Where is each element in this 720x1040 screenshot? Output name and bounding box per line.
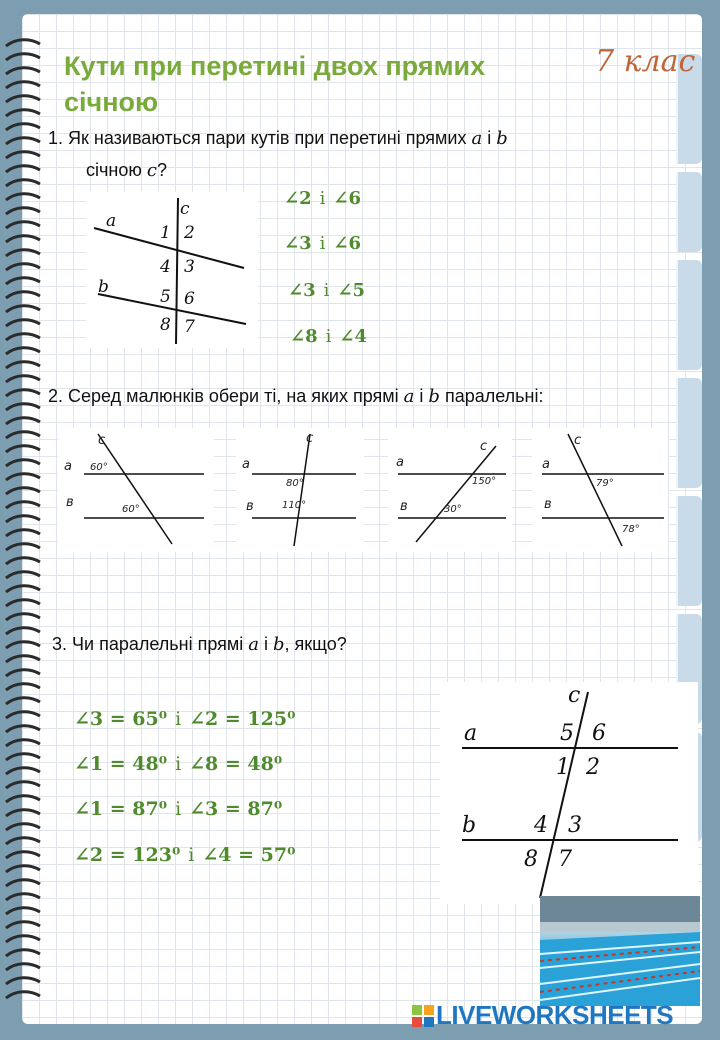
spiral-ring: [6, 96, 40, 102]
spiral-ring: [6, 936, 40, 942]
spiral-ring: [6, 586, 40, 592]
spiral-ring: [6, 264, 40, 270]
condition-row: ∠1 = 87⁰ і ∠3 = 87⁰: [74, 798, 283, 820]
fig1-label: 2: [184, 223, 195, 243]
spiral-ring: [6, 446, 40, 452]
spiral-ring: [6, 852, 40, 858]
spiral-ring: [6, 194, 40, 200]
spiral-ring: [6, 810, 40, 816]
spiral-ring: [6, 796, 40, 802]
fig1-label: 1: [160, 223, 171, 243]
spiral-ring: [6, 250, 40, 256]
svg-text:79°: 79°: [596, 478, 614, 489]
spiral-ring: [6, 866, 40, 872]
spiral-ring: [6, 992, 40, 998]
spiral-ring: [6, 628, 40, 634]
spiral-ring: [6, 600, 40, 606]
spiral-ring: [6, 782, 40, 788]
spiral-ring: [6, 236, 40, 242]
spiral-ring: [6, 404, 40, 410]
svg-text:a: a: [242, 457, 250, 472]
fig3-label: 3: [568, 813, 582, 838]
spiral-ring: [6, 222, 40, 228]
spiral-ring: [6, 208, 40, 214]
grade-label: 7 клас: [595, 44, 696, 79]
q2-figure-4[interactable]: [532, 428, 668, 552]
spiral-ring: [6, 978, 40, 984]
page-tab: [676, 172, 702, 252]
svg-text:a: a: [396, 455, 404, 470]
spiral-ring: [6, 54, 40, 60]
q2-figure-1[interactable]: [58, 428, 214, 552]
fig1-label: a: [106, 211, 117, 231]
fig3-label: 8: [524, 847, 538, 872]
spiral-ring: [6, 950, 40, 956]
fig3-label: 5: [560, 721, 574, 746]
angle-pair: ∠3 і ∠6: [284, 233, 361, 254]
spiral-ring: [6, 110, 40, 116]
svg-text:c: c: [574, 433, 582, 448]
spiral-ring: [6, 698, 40, 704]
page-tab: [676, 378, 702, 488]
spiral-ring: [6, 740, 40, 746]
spiral-ring: [6, 502, 40, 508]
spiral-ring: [6, 278, 40, 284]
svg-text:78°: 78°: [622, 524, 640, 535]
fig3-label: a: [464, 721, 478, 746]
spiral-ring: [6, 488, 40, 494]
svg-text:в: в: [544, 497, 552, 512]
fig1-label: 8: [160, 315, 171, 335]
angle-pair: ∠3 і ∠5: [288, 280, 365, 301]
spiral-ring: [6, 166, 40, 172]
question-2: 2. Серед малюнків обери ті, на яких прямі a і b паралельні:: [48, 386, 544, 407]
fig1-label: b: [98, 277, 109, 297]
liveworksheets-brand: LIVEWORKSHEETS: [412, 1000, 673, 1031]
spiral-ring: [6, 460, 40, 466]
fig3-label: 4: [534, 813, 548, 838]
angle-pair: ∠8 і ∠4: [290, 326, 367, 347]
spiral-ring: [6, 432, 40, 438]
svg-text:c: c: [98, 433, 106, 448]
spiral-ring: [6, 348, 40, 354]
svg-text:110°: 110°: [282, 500, 307, 511]
spiral-ring: [6, 922, 40, 928]
spiral-ring: [6, 684, 40, 690]
condition-row: ∠1 = 48⁰ і ∠8 = 48⁰: [74, 753, 283, 775]
spiral-ring: [6, 68, 40, 74]
spiral-ring: [6, 362, 40, 368]
svg-text:c: c: [306, 431, 314, 446]
spiral-ring: [6, 124, 40, 130]
svg-text:c: c: [480, 439, 488, 454]
spiral-ring: [6, 558, 40, 564]
spiral-ring: [6, 880, 40, 886]
spiral-ring: [6, 516, 40, 522]
spiral-ring: [6, 838, 40, 844]
svg-text:в: в: [246, 499, 254, 514]
spiral-ring: [6, 320, 40, 326]
page-title: Кути при перетині двох прямих січною: [64, 51, 486, 117]
question-3: 3. Чи паралельні прямі a і b, якщо?: [52, 634, 347, 655]
spiral-ring: [6, 306, 40, 312]
spiral-ring: [6, 82, 40, 88]
spiral-ring: [6, 376, 40, 382]
question-1-line1: 1. Як називаються пари кутів при перетині прямих a і b: [48, 128, 508, 149]
spiral-ring: [6, 964, 40, 970]
spiral-ring: [6, 656, 40, 662]
fig1-label: 4: [160, 257, 171, 277]
fig3-label: 1: [556, 755, 570, 780]
spiral-ring: [6, 292, 40, 298]
fig3-label: 6: [592, 721, 606, 746]
pool-photo: [540, 896, 700, 1006]
spiral-ring: [6, 670, 40, 676]
notebook-spiral: [0, 30, 44, 1010]
spiral-ring: [6, 40, 40, 46]
q1-figure: [86, 192, 258, 348]
svg-text:60°: 60°: [122, 504, 140, 515]
page-tab: [676, 496, 702, 606]
spiral-ring: [6, 614, 40, 620]
spiral-ring: [6, 334, 40, 340]
spiral-ring: [6, 894, 40, 900]
spiral-ring: [6, 544, 40, 550]
q3-figure: [440, 682, 698, 904]
spiral-ring: [6, 138, 40, 144]
svg-text:в: в: [400, 499, 408, 514]
liveworksheets-logo-icon: [412, 1005, 434, 1027]
svg-text:a: a: [542, 457, 550, 472]
condition-row: ∠3 = 65⁰ і ∠2 = 125⁰: [74, 708, 296, 730]
svg-text:a: a: [64, 459, 72, 474]
q2-figure-3[interactable]: [388, 428, 512, 552]
page-tab: [676, 260, 702, 370]
fig3-label: c: [568, 683, 581, 708]
svg-text:30°: 30°: [444, 504, 462, 515]
spiral-ring: [6, 152, 40, 158]
fig1-label: c: [180, 199, 190, 219]
spiral-ring: [6, 642, 40, 648]
fig1-label: 5: [160, 287, 171, 307]
spiral-ring: [6, 754, 40, 760]
fig3-label: 7: [558, 847, 572, 872]
svg-text:150°: 150°: [472, 476, 497, 487]
fig1-label: 7: [184, 317, 195, 337]
svg-text:в: в: [66, 495, 74, 510]
spiral-ring: [6, 572, 40, 578]
spiral-ring: [6, 530, 40, 536]
spiral-ring: [6, 824, 40, 830]
svg-text:60°: 60°: [90, 462, 108, 473]
spiral-ring: [6, 726, 40, 732]
fig1-label: 3: [184, 257, 195, 277]
spiral-ring: [6, 908, 40, 914]
spiral-ring: [6, 474, 40, 480]
spiral-ring: [6, 418, 40, 424]
fig3-label: b: [462, 813, 477, 838]
spiral-ring: [6, 712, 40, 718]
angle-pair: ∠2 і ∠6: [284, 188, 361, 209]
spiral-ring: [6, 180, 40, 186]
fig3-label: 2: [586, 755, 600, 780]
svg-text:80°: 80°: [286, 478, 304, 489]
spiral-ring: [6, 768, 40, 774]
condition-row: ∠2 = 123⁰ і ∠4 = 57⁰: [74, 844, 296, 866]
spiral-ring: [6, 390, 40, 396]
question-1-line2: січною c?: [86, 160, 167, 181]
fig1-label: 6: [184, 289, 195, 309]
q2-figure-2[interactable]: [236, 428, 364, 552]
